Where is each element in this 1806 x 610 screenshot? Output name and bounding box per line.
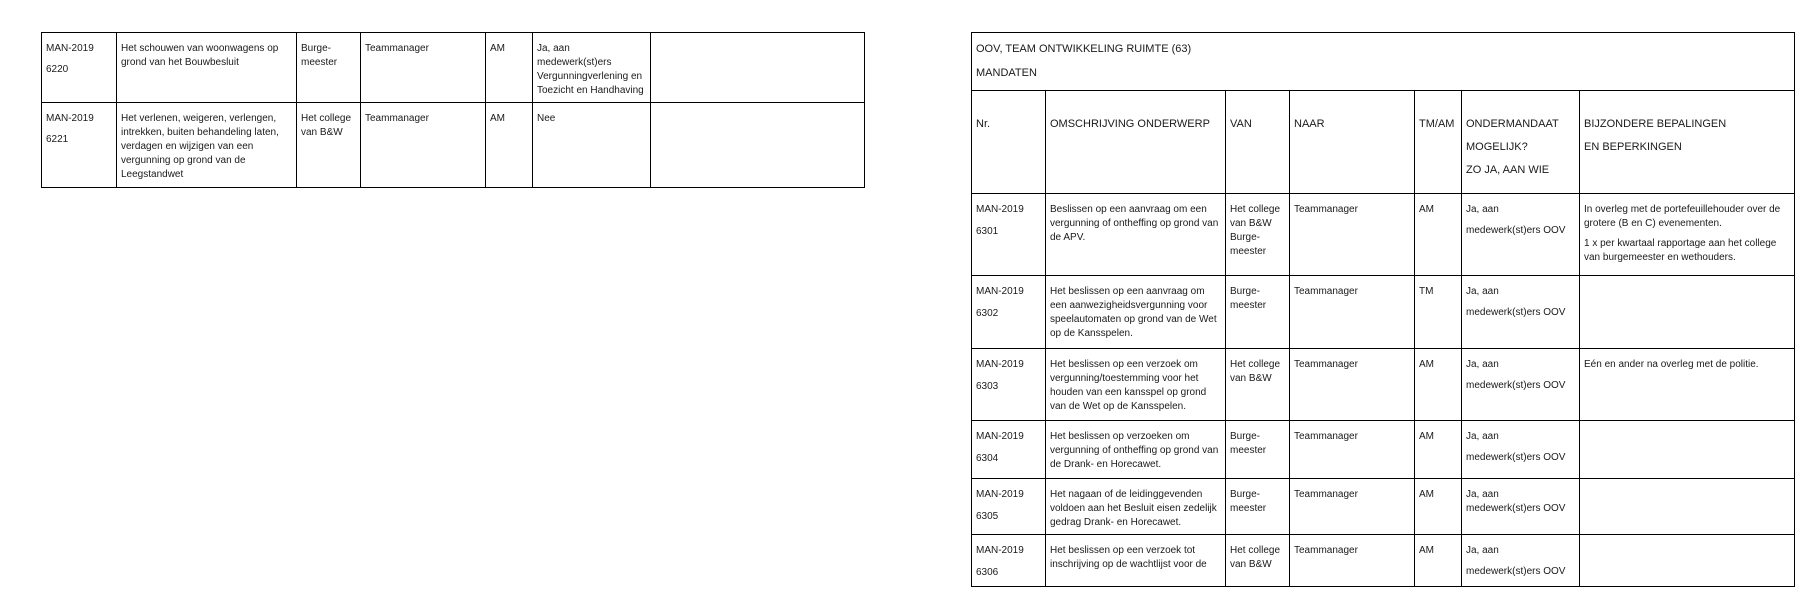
tm-am-cell: AM [1415, 421, 1462, 479]
nr-line2: 6221 [46, 134, 69, 145]
header-ondermandaat-line1: ONDERMANDAAT [1466, 118, 1559, 130]
nr-cell [972, 421, 1046, 479]
nr-cell [972, 276, 1046, 349]
ondermandaat-line2: medewerk(st)ers OOV [1466, 380, 1566, 391]
van-cell: Het college van B&W [1226, 535, 1290, 587]
naar-cell: Teammanager [361, 33, 486, 103]
section-title: MANDATEN [976, 67, 1037, 79]
ondermandaat-line2: medewerk(st)ers OOV [1466, 452, 1566, 463]
header-van: VAN [1226, 91, 1290, 194]
table-row [972, 535, 1795, 587]
right-mandate-table [971, 32, 1795, 587]
ondermandaat-line2: medewerk(st)ers OOV [1466, 225, 1566, 236]
bijzondere-cell [1580, 479, 1795, 535]
header-omschrijving: OMSCHRIJVING ONDERWERP [1046, 91, 1226, 194]
nr-line2: 6304 [976, 453, 999, 464]
omschrijving-cell: Het beslissen op verzoeken om vergunning of ontheffing op grond van de Drank- en Horecawet. [1046, 421, 1226, 479]
van-cell: Het college van B&W [297, 103, 361, 188]
van-cell: Burge-meester [1226, 276, 1290, 349]
ondermandaat-cell: Ja, aan medewerk(st)ers Vergunningverlening en Toezicht en Handhaving [533, 33, 651, 103]
bijzondere-cell [1580, 194, 1795, 276]
nr-line1: MAN-2019 [976, 204, 1024, 215]
nr-line1: MAN-2019 [976, 489, 1024, 500]
omschrijving-cell: Het beslissen op een aanvraag om een aanwezigheidsvergunning voor speelautomaten op grond van de Wet op de Kansspelen. [1046, 276, 1226, 349]
header-ondermandaat-line3: ZO JA, AAN WIE [1466, 164, 1550, 176]
ondermandaat-line1: Ja, aan [1466, 286, 1499, 297]
bijzondere-cell [1580, 535, 1795, 587]
omschrijving-cell: Het beslissen op een verzoek om vergunning/toestemming voor het houden van een kansspel op grond van de Wet op de Kansspelen. [1046, 349, 1226, 421]
omschrijving-cell: Het beslissen op een verzoek tot inschrijving op de wachtlijst voor de [1046, 535, 1226, 587]
table-row [42, 33, 865, 103]
naar-cell: Teammanager [1290, 194, 1415, 276]
nr-line2: 6303 [976, 381, 999, 392]
naar-cell: Teammanager [1290, 276, 1415, 349]
header-row [972, 91, 1795, 194]
header-bijzondere-line2: EN BEPERKINGEN [1584, 141, 1682, 153]
ondermandaat-line1: Ja, aan [1466, 359, 1499, 370]
header-ondermandaat-line2: MOGELIJK? [1466, 141, 1528, 153]
table-row [972, 479, 1795, 535]
nr-cell [42, 103, 117, 188]
bijzondere-cell: Eén en ander na overleg met de politie. [1580, 349, 1795, 421]
ondermandaat-line1: Ja, aan [1466, 431, 1499, 442]
bijzondere-note-2: 1 x per kwartaal rapportage aan het college van burgemeester en wethouders. [1584, 238, 1777, 263]
ondermandaat-cell [1462, 349, 1580, 421]
naar-cell: Teammanager [1290, 421, 1415, 479]
nr-line2: 6302 [976, 308, 999, 319]
nr-line2: 6301 [976, 226, 999, 237]
bijzondere-cell [1580, 421, 1795, 479]
table-row [972, 421, 1795, 479]
nr-line1: MAN-2019 [976, 359, 1024, 370]
nr-cell [42, 33, 117, 103]
header-ondermandaat [1462, 91, 1580, 194]
bijzondere-note-1: In overleg met de portefeuillehouder over de grotere (B en C) evenementen. [1584, 204, 1781, 229]
tm-am-cell: AM [486, 33, 533, 103]
nr-line1: MAN-2019 [976, 545, 1024, 556]
ondermandaat-line2: medewerk(st)ers OOV [1466, 307, 1566, 318]
tm-am-cell: AM [1415, 349, 1462, 421]
header-tm-am: TM/AM [1415, 91, 1462, 194]
ondermandaat-cell: Nee [533, 103, 651, 188]
nr-line2: 6306 [976, 567, 999, 578]
omschrijving-cell: Het verlenen, weigeren, verlengen, intrekken, buiten behandeling laten, verdagen en wijzigen van een vergunning op grond van de Leegstandwet [117, 103, 297, 188]
tm-am-cell: AM [1415, 479, 1462, 535]
nr-cell [972, 194, 1046, 276]
bijzondere-cell [1580, 276, 1795, 349]
table-row [972, 349, 1795, 421]
ondermandaat-cell: Ja, aan medewerk(st)ers OOV [1462, 479, 1580, 535]
tm-am-cell: AM [1415, 535, 1462, 587]
table-row [972, 194, 1795, 276]
table-row [42, 103, 865, 188]
naar-cell: Teammanager [1290, 535, 1415, 587]
van-cell: Burge-meester [297, 33, 361, 103]
title-row [972, 33, 1795, 91]
omschrijving-cell: Het schouwen van woonwagens op grond van het Bouwbesluit [117, 33, 297, 103]
table-row [972, 276, 1795, 349]
header-bijzondere-line1: BIJZONDERE BEPALINGEN [1584, 118, 1727, 130]
department-title: OOV, TEAM ONTWIKKELING RUIMTE (63) [976, 43, 1192, 55]
ondermandaat-cell [1462, 276, 1580, 349]
ondermandaat-cell [1462, 421, 1580, 479]
tm-am-cell: TM [1415, 276, 1462, 349]
bijzondere-cell [651, 103, 865, 188]
header-nr: Nr. [972, 91, 1046, 194]
nr-line1: MAN-2019 [46, 113, 94, 124]
nr-line1: MAN-2019 [46, 43, 94, 54]
van-cell: Het college van B&W Burge-meester [1226, 194, 1290, 276]
van-cell: Het college van B&W [1226, 349, 1290, 421]
naar-cell: Teammanager [361, 103, 486, 188]
ondermandaat-line2: medewerk(st)ers OOV [1466, 566, 1566, 577]
naar-cell: Teammanager [1290, 349, 1415, 421]
nr-line1: MAN-2019 [976, 286, 1024, 297]
tm-am-cell: AM [486, 103, 533, 188]
nr-cell [972, 479, 1046, 535]
header-naar: NAAR [1290, 91, 1415, 194]
header-bijzondere [1580, 91, 1795, 194]
omschrijving-cell: Beslissen op een aanvraag om een vergunning of ontheffing op grond van de APV. [1046, 194, 1226, 276]
omschrijving-cell: Het nagaan of de leidinggevenden voldoen aan het Besluit eisen zedelijk gedrag Drank- en Horecawet. [1046, 479, 1226, 535]
nr-cell [972, 535, 1046, 587]
nr-line2: 6305 [976, 511, 999, 522]
nr-line1: MAN-2019 [976, 431, 1024, 442]
nr-cell [972, 349, 1046, 421]
ondermandaat-cell [1462, 194, 1580, 276]
nr-line2: 6220 [46, 64, 69, 75]
title-cell [972, 33, 1795, 91]
left-mandate-table [41, 32, 865, 188]
ondermandaat-cell [1462, 535, 1580, 587]
ondermandaat-line1: Ja, aan [1466, 204, 1499, 215]
naar-cell: Teammanager [1290, 479, 1415, 535]
van-cell: Burge-meester [1226, 479, 1290, 535]
ondermandaat-line1: Ja, aan [1466, 545, 1499, 556]
bijzondere-cell [651, 33, 865, 103]
tm-am-cell: AM [1415, 194, 1462, 276]
van-cell: Burge-meester [1226, 421, 1290, 479]
